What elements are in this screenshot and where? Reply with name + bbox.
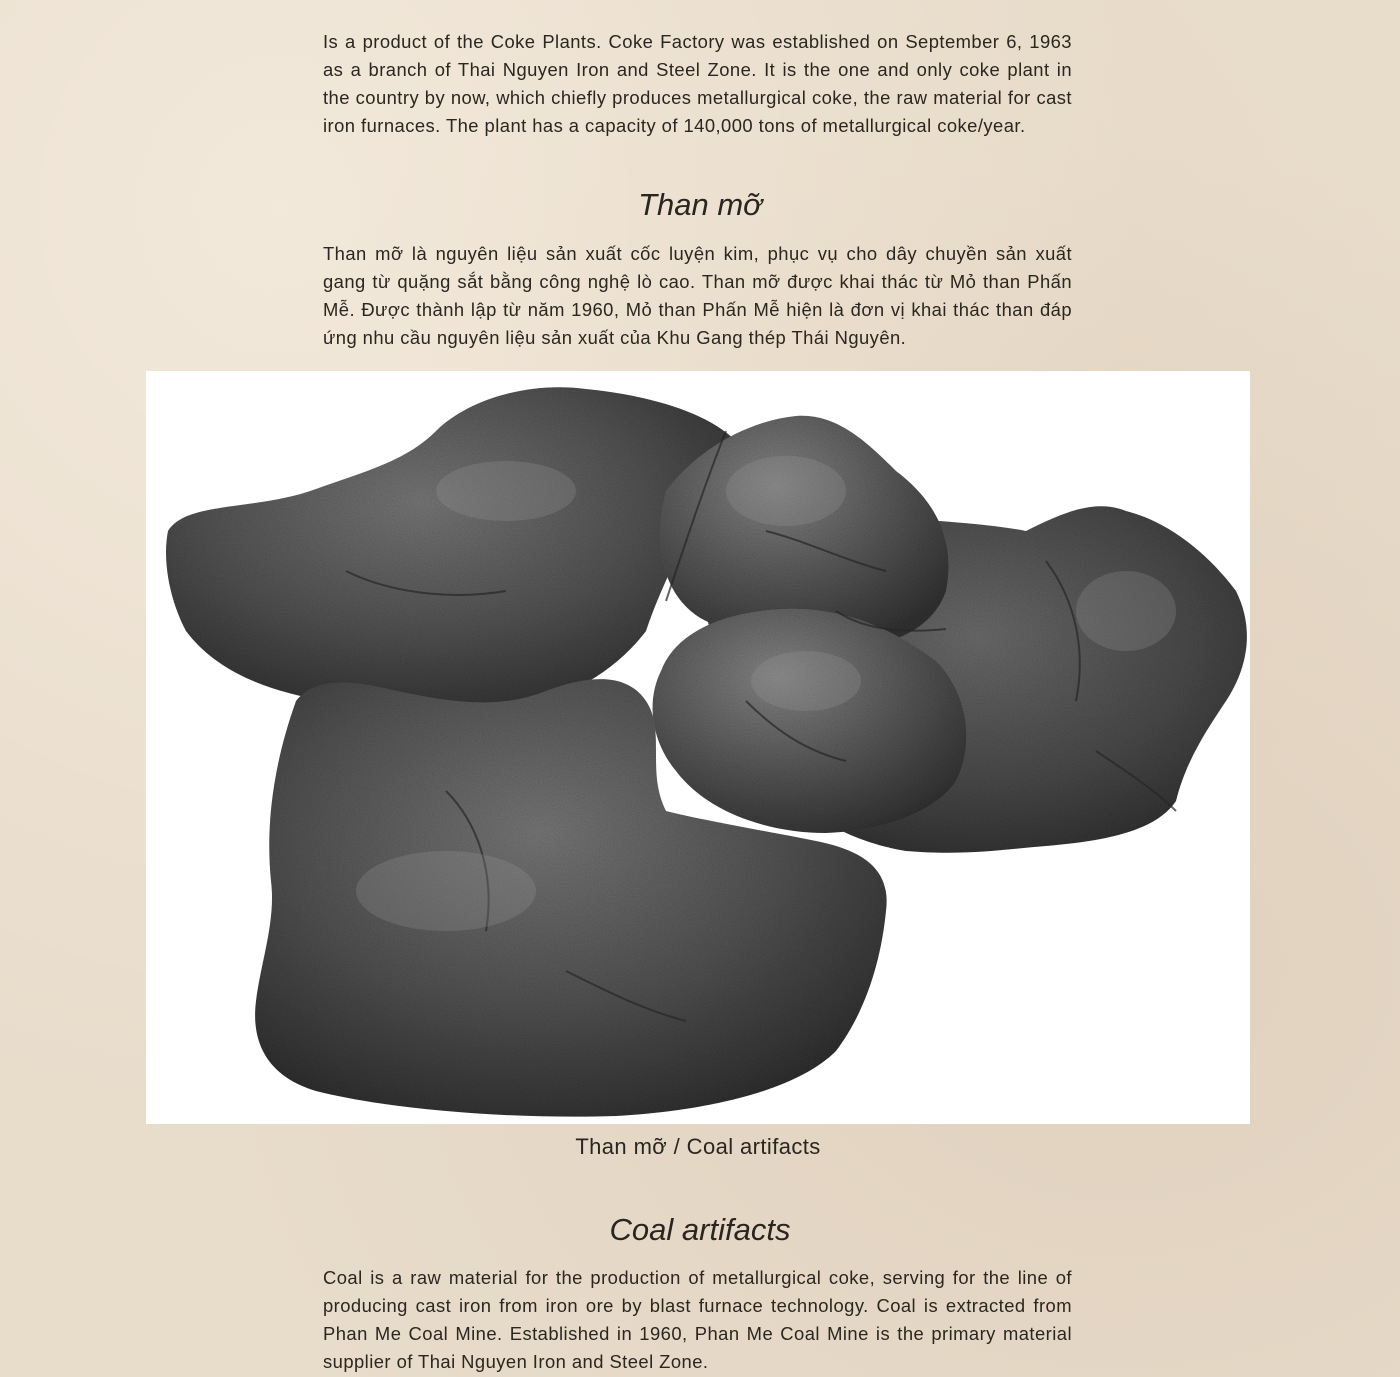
section-heading-than-mo: Than mỡ [638,187,762,222]
vi-paragraph: Than mỡ là nguyên liệu sản xuất cốc luyện kim, phục vụ cho dây chuyền sản xuất gang từ quặng sắt bằng công nghệ lò cao. Than mỡ được khai thác từ Mỏ than Phấn Mễ. Được thành lập từ năm 1960, Mỏ than Phấn Mễ hiện là đơn vị khai thác than đáp ứng nhu cầu nguyên liệu sản xuất của Khu Gang thép Thái Nguyên. [323,243,1072,348]
coal-lump-left [166,387,736,715]
vi-block [323,240,1072,352]
intro-block [323,28,1072,140]
figure-caption: Than mỡ / Coal artifacts [575,1134,821,1159]
intro-paragraph: Is a product of the Coke Plants. Coke Factory was established on September 6, 1963 as a branch of Thai Nguyen Iron and Steel Zone. It is the one and only coke plant in the country by now, which chiefly produces metallurgical coke, the raw material for cast iron furnaces. The plant has a capacity of 140,000 tons of metallurgical coke/year. [323,31,1072,136]
coal-illustration [146,371,1250,1124]
coal-photo [146,371,1250,1124]
en-paragraph: Coal is a raw material for the production of metallurgical coke, serving for the line of producing cast iron from iron ore by blast furnace technology. Coal is extracted from Phan Me Coal Mine. Established in 1960, Phan Me Coal Mine is the primary material supplier of Thai Nguyen Iron and Steel Zone. [323,1267,1072,1372]
en-block [323,1264,1072,1376]
section-heading-coal-artifacts: Coal artifacts [609,1212,791,1247]
